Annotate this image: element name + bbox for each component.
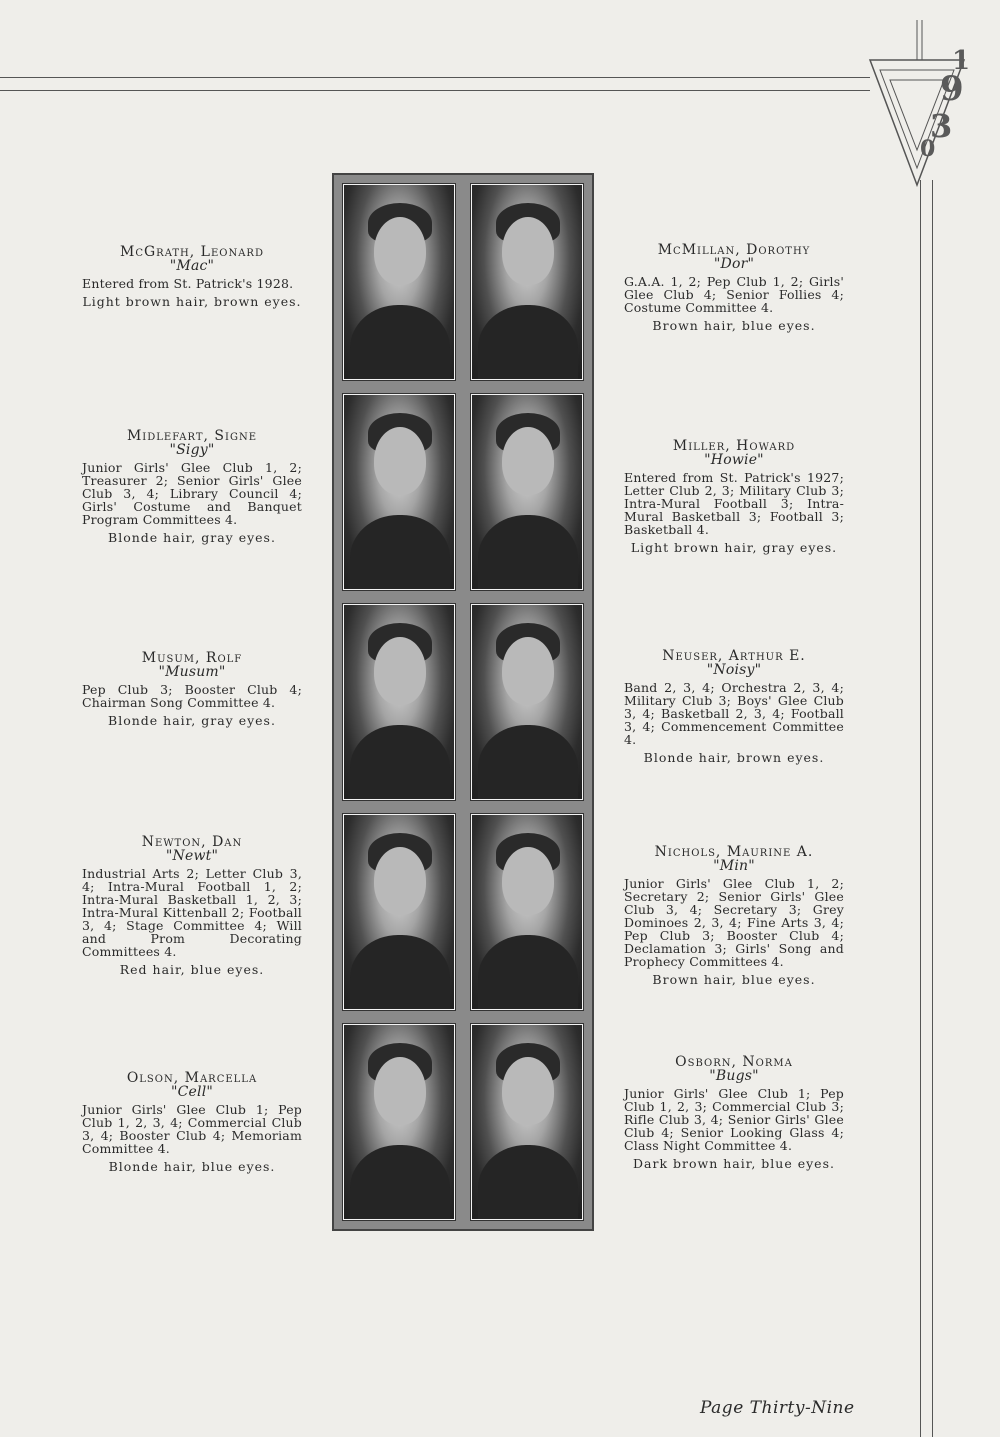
emblem-year-digits (900, 40, 970, 170)
student-description: Brown hair, blue eyes. (652, 318, 816, 333)
student-activities: Junior Girls' Glee Club 1, 2; Treasurer 2; Senior Girls' Glee Club 3, 4; Library Council 4; Girls' Costume and Banquet Program Committees 4. (82, 460, 302, 527)
student-entry (624, 846, 844, 986)
portrait-photo (471, 814, 583, 1010)
student-description: Light brown hair, brown eyes. (82, 294, 302, 309)
portrait-photo (471, 604, 583, 800)
student-activities: Band 2, 3, 4; Orchestra 2, 3, 4; Military Club 3; Boys' Glee Club 3, 4; Basketball 2, 3, 4; Football 3, 4; Commencement Committee 4. (624, 680, 844, 747)
student-activities: Industrial Arts 2; Letter Club 3, 4; Intra-Mural Football 1, 2; Intra-Mural Basketball 1, 2, 3; Intra-Mural Kittenball 2; Football 3, 4; Stage Committee 4; Will and Prom Decorating Committees 4. (82, 866, 302, 959)
student-nickname: "Noisy" (706, 662, 762, 678)
student-activities: Junior Girls' Glee Club 1; Pep Club 1, 2, 3, 4; Commercial Club 3, 4; Booster Club 4; Memoriam Committee 4. (82, 1102, 302, 1156)
student-description: Blonde hair, gray eyes. (108, 530, 276, 545)
student-description: Light brown hair, gray eyes. (630, 540, 838, 555)
student-entry (82, 1072, 302, 1173)
student-name: McGrath, Leonard (120, 244, 264, 260)
student-name: Midlefart, Signe (126, 428, 258, 444)
student-activities: Junior Girls' Glee Club 1, 2; Secretary 2; Senior Girls' Glee Club 3, 4; Secretary 3; Grey Dominoes 2, 3, 4; Fine Arts 3, 4; Pep Club 3; Booster Club 4; Declamation 3; Girls' Song and Prophecy Committees 4. (624, 876, 844, 969)
portrait-photo (471, 394, 583, 590)
portrait-photo (343, 814, 455, 1010)
student-description: Dark brown hair, blue eyes. (633, 1156, 835, 1171)
student-nickname: "Min" (713, 858, 755, 874)
student-nickname: "Dor" (713, 256, 755, 272)
portrait-photo (343, 184, 455, 380)
student-nickname: "Howie" (704, 452, 764, 468)
page-number: Page Thirty-Nine (700, 1398, 855, 1418)
student-entry (624, 440, 844, 554)
year-digit: 1 (952, 46, 971, 76)
student-description: Blonde hair, brown eyes. (643, 750, 825, 765)
student-description: Blonde hair, blue eyes. (108, 1159, 276, 1174)
student-name: Newton, Dan (141, 834, 243, 850)
student-name: McMillan, Dorothy (657, 242, 811, 258)
student-nickname: "Musum" (158, 664, 226, 680)
student-activities: Junior Girls' Glee Club 1; Pep Club 1, 2, 3; Commercial Club 3; Rifle Club 3, 4; Senior Girls' Glee Club 4; Senior Looking Glass 4; Class Night Committee 4. (624, 1086, 844, 1153)
student-entry (82, 246, 302, 308)
student-name: Osborn, Norma (675, 1054, 793, 1070)
portrait-strip (332, 173, 594, 1231)
student-description: Red hair, blue eyes. (119, 962, 265, 977)
portrait-photo (343, 604, 455, 800)
student-nickname: "Cell" (170, 1084, 214, 1100)
student-nickname: "Bugs" (709, 1068, 759, 1084)
portrait-photo (471, 184, 583, 380)
student-nickname: "Sigy" (169, 442, 215, 458)
student-activities: Entered from St. Patrick's 1928. (82, 276, 294, 291)
student-description: Blonde hair, gray eyes. (108, 713, 276, 728)
student-entry (82, 652, 302, 727)
student-description: Brown hair, blue eyes. (652, 972, 816, 987)
student-nickname: "Mac" (169, 258, 215, 274)
student-entry (624, 1056, 844, 1170)
top-border-line (0, 77, 870, 78)
right-border-line (920, 180, 921, 1437)
student-name: Nichols, Maurine A. (654, 844, 814, 860)
student-activities: G.A.A. 1, 2; Pep Club 1, 2; Girls' Glee Club 4; Senior Follies 4; Costume Committee 4. (624, 274, 844, 315)
right-border-line-inner (932, 180, 933, 1437)
student-entry (624, 244, 844, 332)
student-activities: Pep Club 3; Booster Club 4; Chairman Song Committee 4. (82, 682, 302, 710)
student-name: Miller, Howard (672, 438, 796, 454)
student-name: Musum, Rolf (141, 650, 243, 666)
student-name: Olson, Marcella (126, 1070, 258, 1086)
portrait-photo (343, 394, 455, 590)
student-entry (624, 650, 844, 764)
student-activities: Entered from St. Patrick's 1927; Letter Club 2, 3; Military Club 3; Intra-Mural Football 3; Intra-Mural Basketball 3; Football 3; Basketball 4. (624, 470, 844, 537)
year-digit: 0 (920, 136, 936, 162)
student-name: Neuser, Arthur E. (662, 648, 806, 664)
student-entry (82, 430, 302, 544)
portrait-photo (471, 1024, 583, 1220)
portrait-photo (343, 1024, 455, 1220)
year-digit: 3 (930, 107, 953, 145)
year-digit: 9 (940, 69, 964, 109)
student-nickname: "Newt" (165, 848, 219, 864)
student-entry (82, 836, 302, 976)
top-border-line-inner (0, 90, 870, 91)
